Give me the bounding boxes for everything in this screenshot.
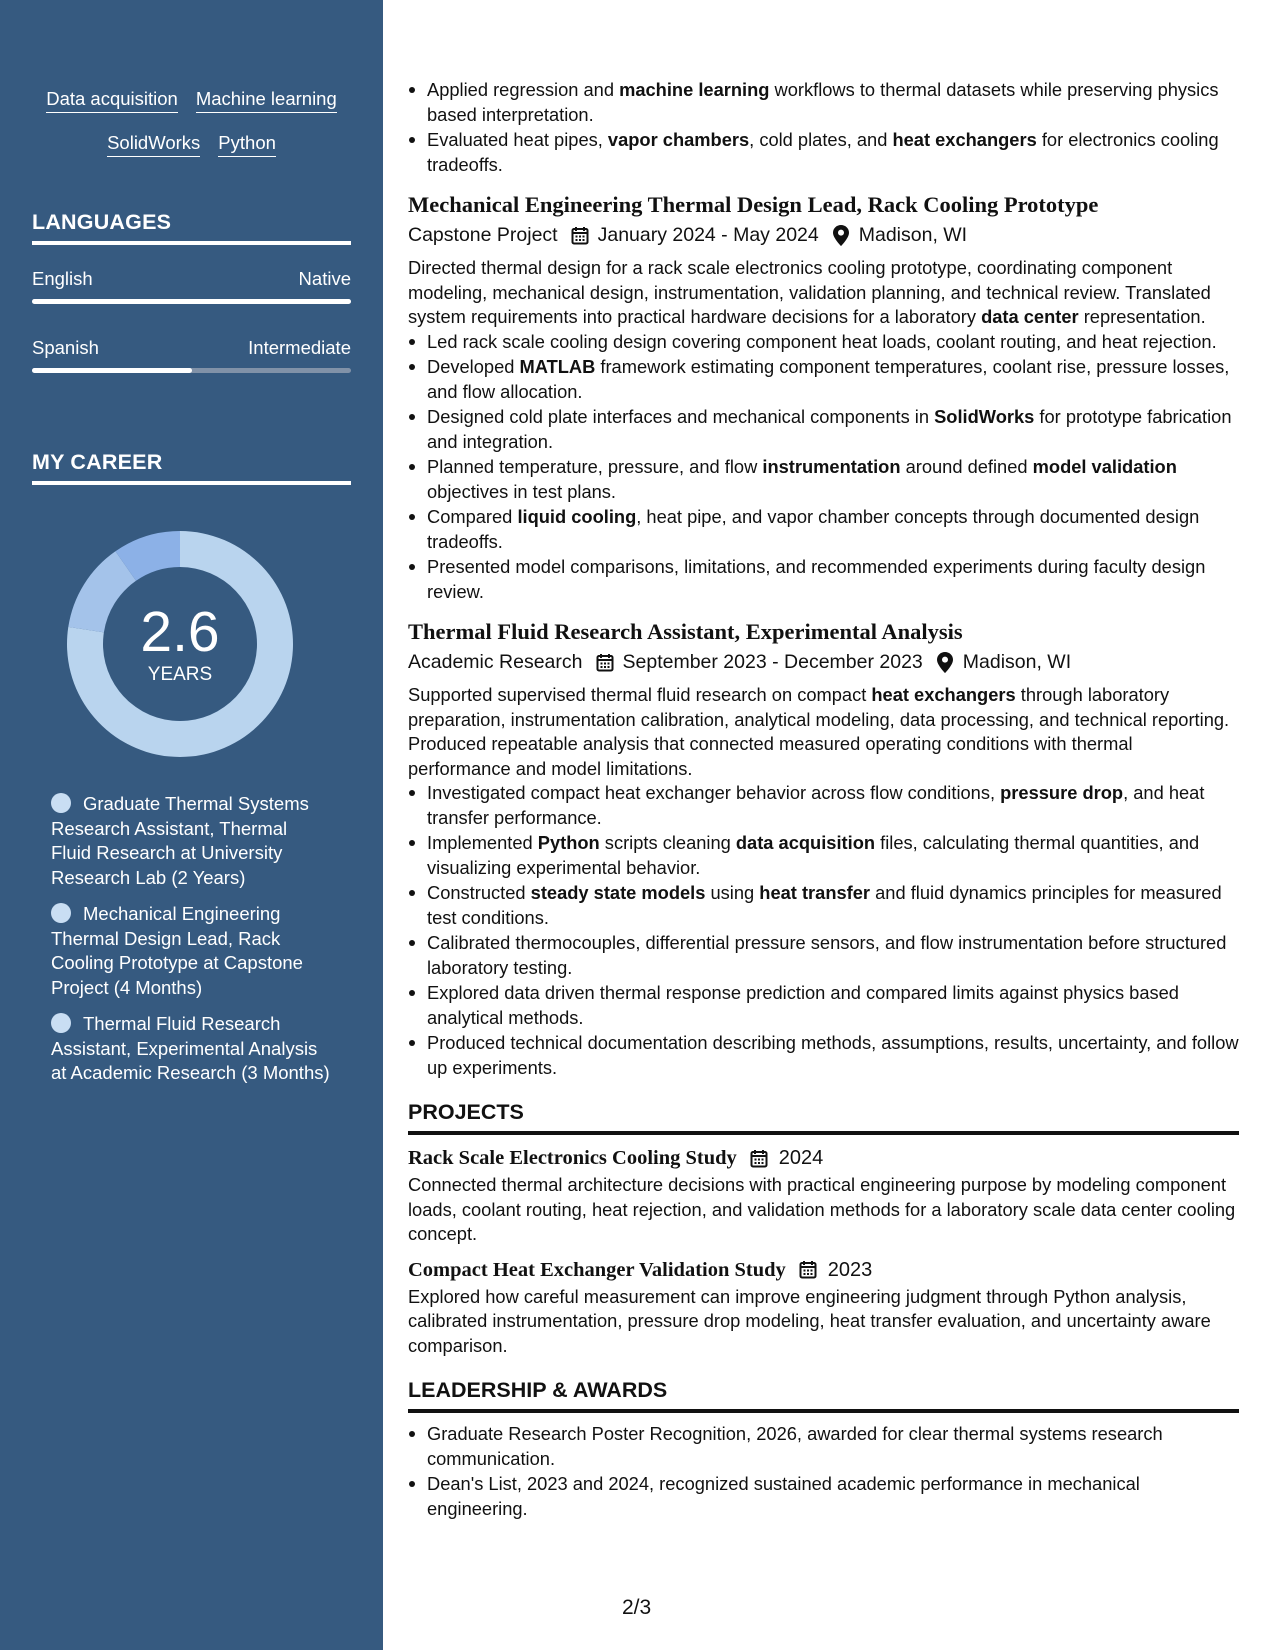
career-legend (51, 792, 331, 1098)
job-meta (408, 221, 1239, 249)
keyword-highlight: heat exchangers (892, 129, 1037, 150)
legend-dot-icon (51, 793, 71, 813)
language-proficiency-bar (32, 368, 351, 373)
career-legend-item (51, 792, 331, 890)
job-summary: Supported supervised thermal fluid research on compact heat exchangers through laboratory preparation, instrumentation calibration, analytical modeling, data processing, and technical reporting. Produced repeatable analysis that connected measured operating conditions with thermal performance and model limitations. (408, 684, 1230, 779)
calendar-icon (798, 1260, 818, 1280)
bullet-item: Compared liquid cooling, heat pipe, and vapor chamber concepts through documented design tradeoffs. (408, 505, 1239, 554)
projects-heading: PROJECTS (408, 1098, 1239, 1135)
legend-dot-icon (51, 1013, 71, 1033)
language-name: Spanish (32, 337, 99, 358)
keyword-highlight: pressure drop (1000, 782, 1124, 803)
job-location: Madison, WI (858, 224, 968, 246)
calendar-icon (749, 1148, 769, 1168)
bullet-item: Planned temperature, pressure, and flow instrumentation around defined model validation objectives in test plans. (408, 455, 1239, 504)
bullet-item: Constructed steady state models using heat transfer and fluid dynamics principles for measured test conditions. (408, 881, 1239, 930)
map-pin-icon (935, 652, 955, 672)
bullet-item: Led rack scale cooling design covering component heat loads, coolant routing, and heat rejection. (408, 330, 1239, 355)
keyword-highlight: vapor chambers (607, 129, 750, 150)
project-title-row (408, 1256, 1239, 1284)
language-proficiency-fill (32, 299, 351, 304)
career-legend-label: Graduate Thermal Systems Research Assistant, Thermal Fluid Research at University Research Lab (2 Years) (51, 793, 309, 888)
keyword-highlight: MATLAB (519, 356, 596, 377)
keyword-highlight: instrumentation (762, 456, 901, 477)
leadership-heading: LEADERSHIP & AWARDS (408, 1376, 1239, 1413)
job-title: Thermal Fluid Research Assistant, Experimental Analysis (408, 619, 963, 644)
bullet-item: Investigated compact heat exchanger behavior across flow conditions, pressure drop, and heat transfer performance. (408, 781, 1239, 830)
keyword-highlight: model validation (1032, 456, 1177, 477)
calendar-icon (595, 652, 615, 672)
career-total (66, 530, 294, 758)
keyword-highlight: steady state models (530, 882, 706, 903)
skills-list (32, 86, 351, 157)
language-proficiency-fill (32, 368, 192, 373)
career-total-value: 2.6 (140, 600, 220, 664)
job-meta (408, 648, 1239, 676)
bullet-item: Explored data driven thermal response prediction and compared limits against physics based analytical methods. (408, 981, 1239, 1030)
skill-tag: Machine learning (196, 86, 337, 113)
bullet-item: Calibrated thermocouples, differential pressure sensors, and flow instrumentation before structured laboratory testing. (408, 931, 1239, 980)
job-bullets (408, 781, 1239, 1080)
language-row (32, 268, 351, 290)
job-dates: January 2024 - May 2024 (597, 224, 819, 246)
job-organization: Capstone Project (408, 224, 558, 246)
project-description: Explored how careful measurement can improve engineering judgment through Python analysis, calibrated instrumentation, pressure drop modeling, heat transfer evaluation, and uncertainty aware comparison. (408, 1285, 1211, 1356)
project-description: Connected thermal architecture decisions with practical engineering purpose by modeling component loads, coolant routing, heat rejection, and validation methods for a laboratory scale data center cooling concept. (408, 1174, 1236, 1244)
project-title: Compact Heat Exchanger Validation Study (408, 1258, 786, 1281)
keyword-highlight: data center (981, 306, 1079, 327)
bullet-item: Produced technical documentation describing methods, assumptions, results, uncertainty, and follow up experiments. (408, 1031, 1239, 1080)
language-name: English (32, 268, 93, 289)
calendar-icon (570, 225, 590, 245)
language-level: Native (298, 268, 351, 289)
project-year: 2023 (827, 1258, 873, 1281)
keyword-highlight: heat transfer (759, 882, 871, 903)
skill-tag: Data acquisition (46, 86, 178, 113)
bullet-item: Applied regression and machine learning workflows to thermal datasets while preserving physics based interpretation. (408, 78, 1239, 127)
job-dates: September 2023 - December 2023 (622, 651, 923, 673)
main-content (408, 78, 1239, 1522)
career-legend-item (51, 1012, 331, 1086)
bullet-item: Designed cold plate interfaces and mechanical components in SolidWorks for prototype fabrication and integration. (408, 405, 1239, 454)
job-summary: Directed thermal design for a rack scale electronics cooling prototype, coordinating component modeling, mechanical design, instrumentation, validation planning, and technical review. Translated system requirements into practical hardware decisions for a laboratory data center representation. (408, 257, 1211, 327)
map-pin-icon (831, 225, 851, 245)
experience-continued-bullets (408, 78, 1239, 177)
keyword-highlight: liquid cooling (517, 506, 637, 527)
bullet-item: Implemented Python scripts cleaning data acquisition files, calculating thermal quantities, and visualizing experimental behavior. (408, 831, 1239, 880)
career-legend-item (51, 902, 331, 1000)
keyword-highlight: heat exchangers (871, 684, 1016, 705)
page-number: 2/3 (622, 1596, 652, 1619)
bullet-item: Presented model comparisons, limitations, and recommended experiments during faculty design review. (408, 555, 1239, 604)
keyword-highlight: data acquisition (735, 832, 876, 853)
awards-list (408, 1422, 1239, 1521)
job-title: Mechanical Engineering Thermal Design Lead, Rack Cooling Prototype (408, 192, 1099, 217)
project-year: 2024 (778, 1147, 824, 1169)
language-level: Intermediate (248, 337, 351, 358)
award-item: Dean's List, 2023 and 2024, recognized sustained academic performance in mechanical engineering. (408, 1472, 1239, 1521)
career-legend-label: Mechanical Engineering Thermal Design Lead, Rack Cooling Prototype at Capstone Project (4 Months) (51, 903, 303, 998)
job-location: Madison, WI (962, 651, 1072, 673)
career-legend-label: Thermal Fluid Research Assistant, Experimental Analysis at Academic Research (3 Months) (51, 1013, 330, 1083)
career-heading: MY CAREER (32, 450, 351, 485)
award-item: Graduate Research Poster Recognition, 2026, awarded for clear thermal systems research communication. (408, 1422, 1239, 1471)
keyword-highlight: machine learning (619, 79, 770, 100)
project-title: Rack Scale Electronics Cooling Study (408, 1147, 737, 1169)
keyword-highlight: SolidWorks (934, 406, 1035, 427)
bullet-item: Developed MATLAB framework estimating component temperatures, coolant rise, pressure losses, and flow allocation. (408, 355, 1239, 404)
career-total-unit: YEARS (147, 664, 213, 685)
legend-dot-icon (51, 903, 71, 923)
job-organization: Academic Research (408, 651, 583, 673)
skill-tag: Python (218, 130, 276, 157)
language-row (32, 337, 351, 359)
job-bullets (408, 330, 1239, 605)
bullet-item: Evaluated heat pipes, vapor chambers, cold plates, and heat exchangers for electronics cooling tradeoffs. (408, 128, 1239, 177)
language-proficiency-bar (32, 299, 351, 304)
skill-tag: SolidWorks (107, 130, 200, 157)
languages-heading: LANGUAGES (32, 210, 351, 245)
project-title-row (408, 1144, 1239, 1172)
sidebar (0, 0, 383, 1650)
keyword-highlight: Python (537, 832, 600, 853)
